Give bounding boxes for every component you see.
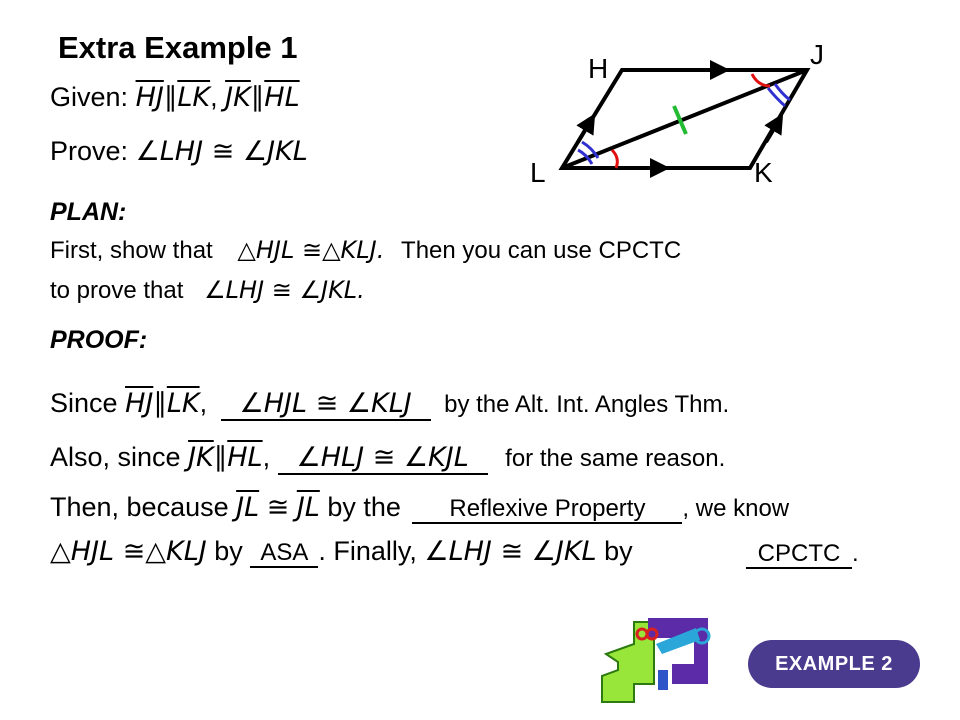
prove-statement: ∠LHJ ≅ ∠JKL [135, 136, 308, 167]
parallelogram-diagram [520, 30, 840, 200]
parallel-symbol: ∥ [213, 442, 228, 473]
proof-text: , we know [682, 495, 790, 522]
proof-text: Also, since [50, 442, 181, 472]
plan-text: First, show that [50, 237, 213, 264]
proof-text: by the [327, 492, 401, 522]
vertex-j: J [810, 39, 824, 70]
proof-row-3 [50, 492, 789, 524]
answer-blank-5: CPCTC [746, 541, 852, 569]
segment-jk: $\overline{JK}$ [225, 82, 251, 113]
arrow-kj [766, 122, 778, 142]
comma: , [262, 442, 271, 472]
segment-jl: $\overline{JL}$ [236, 492, 260, 523]
comma: , [210, 82, 218, 112]
parallel-symbol: ∥ [163, 82, 178, 113]
answer-blank-1: ∠HJL ≅ ∠KLJ [221, 389, 431, 421]
segment-hj: $\overline{HJ}$ [125, 388, 154, 419]
answer-blank-4: ASA [250, 540, 318, 568]
proof-text: . Finally, [318, 536, 417, 566]
given-prefix: Given: [50, 82, 129, 112]
proof-row-2 [50, 442, 725, 475]
plan-line-2 [50, 276, 365, 305]
congruent-symbol: ≅ [266, 492, 290, 523]
plan-line-1 [50, 236, 681, 265]
proof-text: by [214, 536, 243, 566]
answer-blank-3: Reflexive Property [412, 496, 682, 524]
example-2-button[interactable]: EXAMPLE 2 [748, 640, 920, 688]
plan-heading: PLAN: [50, 198, 127, 226]
diagonal-lj [562, 70, 807, 168]
parallel-symbol: ∥ [250, 82, 265, 113]
proof-triangles: △HJL ≅△KLJ [50, 536, 207, 567]
segment-lk: $\overline{LK}$ [166, 388, 200, 419]
segment-jl: $\overline{JL}$ [296, 492, 320, 523]
page-title: Extra Example 1 [58, 30, 298, 65]
plan-triangles: △HJL ≅△KLJ. [237, 236, 385, 264]
arrow-lh [578, 122, 590, 142]
plan-text: Then you can use CPCTC [401, 237, 682, 264]
plan-angles: ∠LHJ ≅ ∠JKL. [204, 276, 365, 304]
segment-lk: $\overline{LK}$ [177, 82, 211, 113]
parallel-symbol: ∥ [153, 388, 167, 419]
proof-text: . [852, 540, 859, 567]
segment-hl: $\overline{HL}$ [227, 442, 263, 473]
comma: , [199, 388, 208, 418]
prove-line [50, 136, 308, 167]
given-line [50, 82, 300, 113]
proof-text: Then, because [50, 492, 229, 522]
vertex-l: L [530, 157, 546, 188]
mascot-logo-icon [596, 614, 726, 709]
vertex-h: H [588, 53, 609, 84]
prove-prefix: Prove: [50, 136, 129, 166]
vertex-k: K [754, 157, 773, 188]
angle-mark-blue-j2 [768, 88, 785, 106]
proof-heading: PROOF: [50, 326, 148, 354]
answer-blank-2: ∠HLJ ≅ ∠KJL [278, 443, 488, 475]
plan-text: to prove that [50, 277, 184, 304]
proof-text: by the Alt. Int. Angles Thm. [444, 391, 730, 418]
proof-angles: ∠LHJ ≅ ∠JKL [424, 536, 597, 567]
segment-hl: $\overline{HL}$ [264, 82, 300, 113]
proof-text: Since [50, 388, 118, 418]
proof-row-4 [50, 536, 633, 568]
proof-text: by [604, 536, 633, 566]
proof-row-1 [50, 388, 729, 421]
angle-mark-red-l [612, 150, 617, 168]
segment-jk: $\overline{JK}$ [188, 442, 214, 473]
proof-row-4-end [746, 540, 859, 569]
segment-hj: $\overline{HJ}$ [135, 82, 164, 113]
proof-text: for the same reason. [505, 445, 726, 472]
